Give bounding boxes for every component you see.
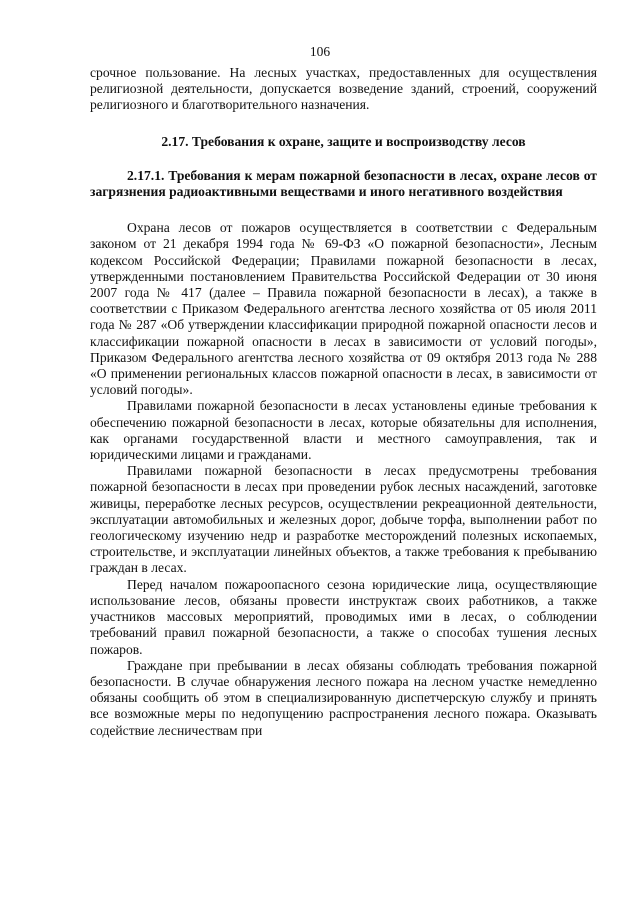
page-content (90, 65, 597, 739)
body-text (90, 220, 597, 739)
section-title: 2.17. Требования к охране, защите и воспроизводству лесов (161, 133, 526, 149)
paragraph-activity-requirements: Правилами пожарной безопасности в лесах предусмотрены требования пожарной безопасности в лесах при проведении рубок лесных насаждений, заготовке живицы, переработке лесных ресурсов, осуществлении рекреационной деятельности, эксплуатации автомобильных и железных дорог, добыче торфа, выполнении работ по геологическому изучению недр и разработке месторождений полезных ископаемых, строительстве, и эксплуатации линейных объектов, а также требования к пребыванию граждан в лесах. (90, 463, 597, 576)
paragraph-fire-protection-law: Охрана лесов от пожаров осуществляется в соответствии с Федеральным законом от 21 декабря 1994 года № 69-ФЗ «О пожарной безопасности», Лесным кодексом Российской Федерации; Правилами пожарной безопасности в лесах, утвержденными постановлением Правительства Российской Федерации от 30 июня 2007 года № 417 (далее – Правила пожарной безопасности в лесах), а также в соответствии с Приказом Федерального агентства лесного хозяйства от 05 июля 2011 года № 287 «Об утверждении классификации природной пожарной опасности лесов и классификации пожарной опасности в лесах в зависимости от условий погоды», Приказом Федерального агентства лесного хозяйства от 09 октября 2013 года № 288 «О применении региональных классов пожарной опасности в лесах, в зависимости от условий погоды». (90, 220, 597, 398)
intro-paragraph: срочное пользование. На лесных участках, предоставленных для осуществления религиозной деятельности, допускается возведение зданий, строений, сооружений религиозного и благотворительного назначения. (90, 65, 597, 113)
subsection-title: 2.17.1. Требования к мерам пожарной безопасности в лесах, охране лесов от загрязнения радиоактивными веществами и иного негативного воздействия (90, 167, 597, 200)
page-number: 106 (309, 44, 331, 59)
paragraph-citizens-obligations: Граждане при пребывании в лесах обязаны соблюдать требования пожарной безопасности. В случае обнаружения лесного пожара на лесном участке немедленно обязаны сообщить об этом в специализированную диспетчерскую службу и принять все возможные меры по недопущению распространения лесного пожара. Оказывать содействие лесничествам при (90, 657, 597, 738)
paragraph-briefing-before-season: Перед началом пожароопасного сезона юридические лица, осуществляющие использование лесов, обязаны провести инструктаж своих работников, а также участников массовых мероприятий, проводимых ими в лесах, о соблюдении требований правил пожарной безопасности, а также о способах тушения лесных пожаров. (90, 576, 597, 657)
paragraph-uniform-requirements: Правилами пожарной безопасности в лесах установлены единые требования к обеспечению пожарной безопасности в лесах, которые обязательны для исполнения, как органами государственной власти и местного самоуправления, так и юридическими лицами и гражданами. (90, 398, 597, 463)
